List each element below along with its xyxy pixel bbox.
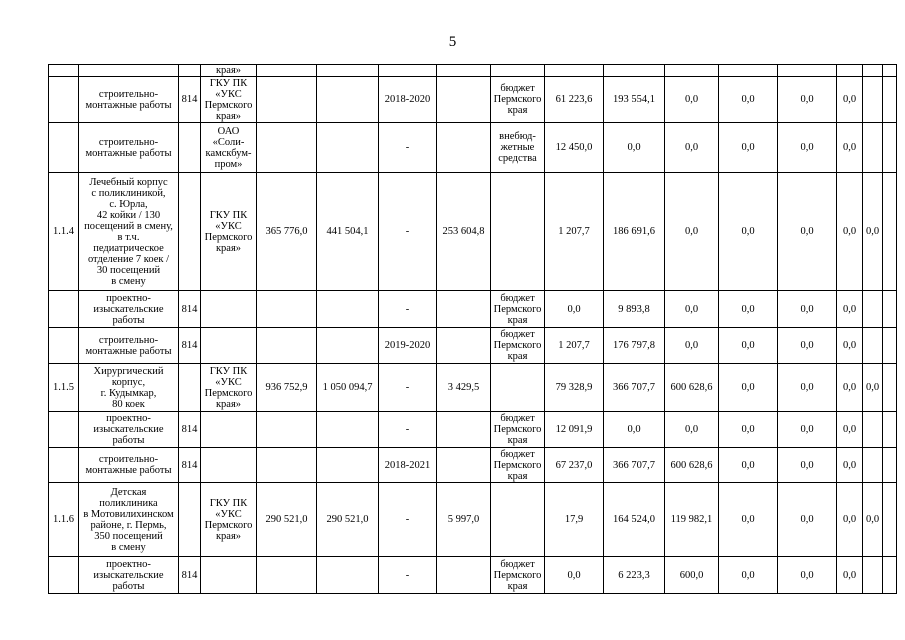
period-cell [379, 65, 437, 77]
estimated-cost-cell: 365 776,0 [257, 173, 317, 291]
year6-cell: 0,0 [837, 483, 863, 557]
customer-cell: ГКУ ПК «УКС Пермского края» [201, 173, 257, 291]
funding-source-cell: бюджет Пермского края [491, 557, 545, 594]
table-row [49, 328, 897, 364]
year3-cell: 600,0 [665, 557, 719, 594]
year5-cell: 0,0 [778, 328, 837, 364]
spent-cell: 5 997,0 [437, 483, 491, 557]
total-cost-cell [317, 65, 379, 77]
total-cost-cell [317, 77, 379, 123]
year7-cell [863, 77, 883, 123]
funding-source-cell: внебюд- жетные средства [491, 123, 545, 173]
year7-cell [863, 65, 883, 77]
funding-source-cell: бюджет Пермского края [491, 448, 545, 483]
customer-cell: ГКУ ПК «УКС Пермского края» [201, 77, 257, 123]
funding-source-cell: бюджет Пермского края [491, 328, 545, 364]
spent-cell: 3 429,5 [437, 364, 491, 412]
year4-cell: 0,0 [719, 364, 778, 412]
row-number-cell: 1.1.4 [49, 173, 79, 291]
estimated-cost-cell [257, 65, 317, 77]
code-cell: 814 [179, 77, 201, 123]
year7-cell [863, 412, 883, 448]
year2-cell: 366 707,7 [604, 448, 665, 483]
year6-cell: 0,0 [837, 412, 863, 448]
year2-cell: 186 691,6 [604, 173, 665, 291]
year3-cell: 0,0 [665, 123, 719, 173]
year8-cell [883, 77, 897, 123]
year1-cell: 0,0 [545, 557, 604, 594]
year1-cell: 1 207,7 [545, 328, 604, 364]
total-cost-cell [317, 328, 379, 364]
period-cell: - [379, 123, 437, 173]
estimated-cost-cell [257, 412, 317, 448]
year2-cell: 0,0 [604, 123, 665, 173]
year5-cell: 0,0 [778, 291, 837, 328]
year4-cell: 0,0 [719, 77, 778, 123]
year2-cell: 6 223,3 [604, 557, 665, 594]
row-number-cell [49, 412, 79, 448]
year8-cell [883, 412, 897, 448]
funding-source-cell [491, 364, 545, 412]
object-name-cell: Детская поликлиника в Мотовилихинском районе, г. Пермь, 350 посещений в смену [79, 483, 179, 557]
year4-cell: 0,0 [719, 412, 778, 448]
object-name-cell: строительно- монтажные работы [79, 328, 179, 364]
year4-cell: 0,0 [719, 448, 778, 483]
row-number-cell [49, 77, 79, 123]
year7-cell: 0,0 [863, 483, 883, 557]
total-cost-cell [317, 123, 379, 173]
year5-cell: 0,0 [778, 412, 837, 448]
table-row [49, 65, 897, 77]
year8-cell [883, 173, 897, 291]
table-row [49, 483, 897, 557]
year1-cell: 12 450,0 [545, 123, 604, 173]
spent-cell [437, 77, 491, 123]
funding-source-cell [491, 65, 545, 77]
budget-table-body [49, 65, 897, 594]
year3-cell: 0,0 [665, 173, 719, 291]
spent-cell [437, 291, 491, 328]
period-cell: 2018-2021 [379, 448, 437, 483]
customer-cell: края» [201, 65, 257, 77]
period-cell: - [379, 557, 437, 594]
year3-cell: 600 628,6 [665, 364, 719, 412]
spent-cell [437, 412, 491, 448]
year8-cell [883, 291, 897, 328]
estimated-cost-cell [257, 291, 317, 328]
customer-cell [201, 328, 257, 364]
year4-cell: 0,0 [719, 483, 778, 557]
spent-cell [437, 448, 491, 483]
estimated-cost-cell [257, 123, 317, 173]
year7-cell [863, 123, 883, 173]
customer-cell [201, 291, 257, 328]
customer-cell: ОАО «Соли- камскбум- пром» [201, 123, 257, 173]
table-row [49, 448, 897, 483]
year2-cell: 176 797,8 [604, 328, 665, 364]
code-cell: 814 [179, 557, 201, 594]
code-cell: 814 [179, 291, 201, 328]
total-cost-cell: 1 050 094,7 [317, 364, 379, 412]
year5-cell: 0,0 [778, 364, 837, 412]
customer-cell [201, 448, 257, 483]
object-name-cell: строительно- монтажные работы [79, 123, 179, 173]
year1-cell: 61 223,6 [545, 77, 604, 123]
row-number-cell [49, 557, 79, 594]
year8-cell [883, 557, 897, 594]
year3-cell: 600 628,6 [665, 448, 719, 483]
code-cell: 814 [179, 328, 201, 364]
row-number-cell [49, 448, 79, 483]
period-cell: - [379, 173, 437, 291]
year6-cell: 0,0 [837, 173, 863, 291]
year3-cell: 119 982,1 [665, 483, 719, 557]
year6-cell: 0,0 [837, 77, 863, 123]
row-number-cell [49, 65, 79, 77]
total-cost-cell [317, 291, 379, 328]
funding-source-cell: бюджет Пермского края [491, 412, 545, 448]
year6-cell: 0,0 [837, 328, 863, 364]
table-row [49, 557, 897, 594]
estimated-cost-cell [257, 448, 317, 483]
object-name-cell: Лечебный корпус с поликлиникой, с. Юрла, 42 койки / 130 посещений в смену, в т.ч. педиатрическое отделение 7 коек / 30 посещений в смену [79, 173, 179, 291]
table-row [49, 77, 897, 123]
year3-cell: 0,0 [665, 77, 719, 123]
year4-cell: 0,0 [719, 123, 778, 173]
year6-cell: 0,0 [837, 364, 863, 412]
period-cell: - [379, 483, 437, 557]
year6-cell [837, 65, 863, 77]
code-cell [179, 173, 201, 291]
table-row [49, 123, 897, 173]
year8-cell [883, 364, 897, 412]
total-cost-cell [317, 557, 379, 594]
year7-cell: 0,0 [863, 173, 883, 291]
code-cell [179, 123, 201, 173]
object-name-cell: Хирургический корпус, г. Кудымкар, 80 коек [79, 364, 179, 412]
year8-cell [883, 65, 897, 77]
object-name-cell: строительно- монтажные работы [79, 448, 179, 483]
customer-cell [201, 412, 257, 448]
row-number-cell: 1.1.6 [49, 483, 79, 557]
spent-cell [437, 557, 491, 594]
year1-cell [545, 65, 604, 77]
estimated-cost-cell [257, 77, 317, 123]
code-cell: 814 [179, 412, 201, 448]
row-number-cell [49, 291, 79, 328]
year1-cell: 1 207,7 [545, 173, 604, 291]
code-cell [179, 364, 201, 412]
year2-cell: 193 554,1 [604, 77, 665, 123]
code-cell [179, 483, 201, 557]
year8-cell [883, 328, 897, 364]
table-row [49, 173, 897, 291]
year5-cell [778, 65, 837, 77]
year6-cell: 0,0 [837, 557, 863, 594]
spent-cell [437, 65, 491, 77]
year5-cell: 0,0 [778, 77, 837, 123]
year8-cell [883, 448, 897, 483]
customer-cell [201, 557, 257, 594]
spent-cell [437, 328, 491, 364]
year7-cell [863, 557, 883, 594]
table-row [49, 291, 897, 328]
year4-cell: 0,0 [719, 173, 778, 291]
table-row [49, 412, 897, 448]
year3-cell: 0,0 [665, 328, 719, 364]
funding-source-cell: бюджет Пермского края [491, 291, 545, 328]
year2-cell: 164 524,0 [604, 483, 665, 557]
year5-cell: 0,0 [778, 448, 837, 483]
year5-cell: 0,0 [778, 173, 837, 291]
year8-cell [883, 123, 897, 173]
code-cell: 814 [179, 448, 201, 483]
year4-cell: 0,0 [719, 557, 778, 594]
period-cell: 2018-2020 [379, 77, 437, 123]
total-cost-cell: 441 504,1 [317, 173, 379, 291]
object-name-cell: проектно- изыскательские работы [79, 291, 179, 328]
code-cell [179, 65, 201, 77]
year2-cell [604, 65, 665, 77]
customer-cell: ГКУ ПК «УКС Пермского края» [201, 483, 257, 557]
page-number: 5 [448, 34, 457, 50]
year1-cell: 12 091,9 [545, 412, 604, 448]
funding-source-cell: бюджет Пермского края [491, 77, 545, 123]
row-number-cell: 1.1.5 [49, 364, 79, 412]
year3-cell: 0,0 [665, 412, 719, 448]
customer-cell: ГКУ ПК «УКС Пермского края» [201, 364, 257, 412]
year2-cell: 0,0 [604, 412, 665, 448]
period-cell: 2019-2020 [379, 328, 437, 364]
year3-cell [665, 65, 719, 77]
year6-cell: 0,0 [837, 448, 863, 483]
object-name-cell: проектно- изыскательские работы [79, 557, 179, 594]
row-number-cell [49, 328, 79, 364]
year2-cell: 9 893,8 [604, 291, 665, 328]
year4-cell [719, 65, 778, 77]
budget-table [48, 64, 897, 594]
year4-cell: 0,0 [719, 328, 778, 364]
year6-cell: 0,0 [837, 291, 863, 328]
year7-cell [863, 291, 883, 328]
year4-cell: 0,0 [719, 291, 778, 328]
year5-cell: 0,0 [778, 557, 837, 594]
object-name-cell [79, 65, 179, 77]
year7-cell [863, 448, 883, 483]
year5-cell: 0,0 [778, 123, 837, 173]
total-cost-cell: 290 521,0 [317, 483, 379, 557]
object-name-cell: строительно- монтажные работы [79, 77, 179, 123]
year1-cell: 0,0 [545, 291, 604, 328]
year7-cell: 0,0 [863, 364, 883, 412]
period-cell: - [379, 364, 437, 412]
funding-source-cell [491, 173, 545, 291]
estimated-cost-cell: 290 521,0 [257, 483, 317, 557]
total-cost-cell [317, 448, 379, 483]
funding-source-cell [491, 483, 545, 557]
spent-cell [437, 123, 491, 173]
row-number-cell [49, 123, 79, 173]
period-cell: - [379, 412, 437, 448]
year3-cell: 0,0 [665, 291, 719, 328]
estimated-cost-cell: 936 752,9 [257, 364, 317, 412]
period-cell: - [379, 291, 437, 328]
estimated-cost-cell [257, 557, 317, 594]
year1-cell: 17,9 [545, 483, 604, 557]
estimated-cost-cell [257, 328, 317, 364]
year2-cell: 366 707,7 [604, 364, 665, 412]
year1-cell: 67 237,0 [545, 448, 604, 483]
object-name-cell: проектно- изыскательские работы [79, 412, 179, 448]
table-row [49, 364, 897, 412]
year8-cell [883, 483, 897, 557]
year7-cell [863, 328, 883, 364]
year5-cell: 0,0 [778, 483, 837, 557]
spent-cell: 253 604,8 [437, 173, 491, 291]
total-cost-cell [317, 412, 379, 448]
year1-cell: 79 328,9 [545, 364, 604, 412]
year6-cell: 0,0 [837, 123, 863, 173]
